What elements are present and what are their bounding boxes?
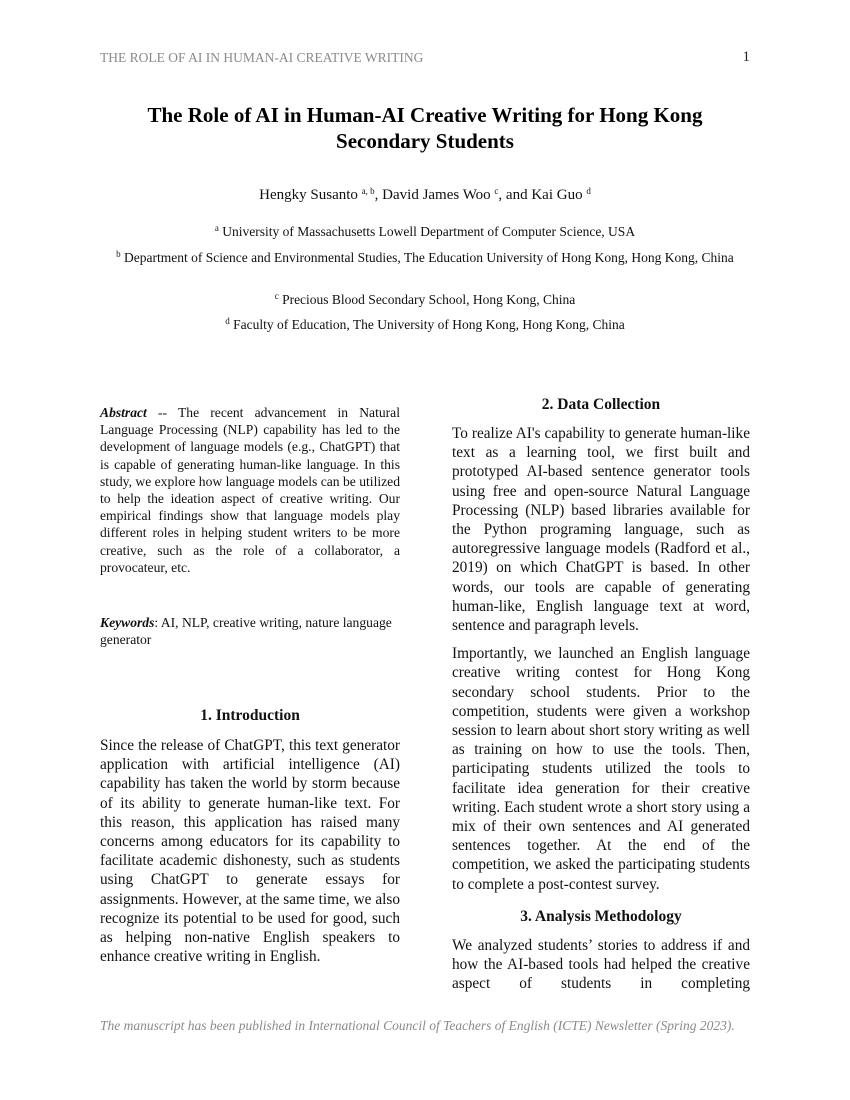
keywords-label: Keywords bbox=[100, 615, 155, 630]
affiliation-mark: c bbox=[274, 291, 279, 301]
affiliation bbox=[100, 223, 750, 240]
affiliation-text: Faculty of Education, The University of Hong Kong, Hong Kong, China bbox=[233, 317, 625, 332]
title-line-2: Secondary Students bbox=[336, 129, 514, 153]
affiliation-mark: d bbox=[225, 316, 230, 326]
affiliation-mark: a bbox=[214, 223, 219, 233]
affiliation bbox=[100, 316, 750, 333]
author-affiliation-mark: c bbox=[494, 186, 499, 196]
abstract bbox=[100, 404, 400, 576]
section-analysis-methodology-body bbox=[452, 936, 750, 994]
paragraph: To realize AI's capability to generate human-like text as a learning tool, we first built and prototyped AI-based sentence generator tools using free and open-source Natural Language Processing (NLP) based libraries available for the Python programing language, such as autoregressive language models (Radford et al., 2019) on which ChatGPT is based. In other words, our tools are capable of generating human-like, English language text at word, sentence and paragraph levels. bbox=[452, 425, 750, 635]
paragraph: Importantly, we launched an English language creative writing contest for Hong Kong secondary school students. Prior to the competition, students were given a workshop session to learn about short story writing as well as training on how to use the tools. Then, participating students utilized the tools to facilitate idea generation for their creative writing. Each student wrote a short story using a mix of their own sentences and AI generated sentences together. At the end of the competition, we asked the participating students to complete a post-contest survey. bbox=[452, 645, 750, 893]
author-affiliation-mark: a, b bbox=[361, 186, 375, 196]
abstract-label: Abstract bbox=[100, 405, 147, 420]
author-separator: , and bbox=[498, 187, 532, 203]
paper-title bbox=[100, 102, 750, 154]
title-line-1: The Role of AI in Human-AI Creative Writing for Hong Kong bbox=[147, 103, 703, 127]
running-head: THE ROLE OF AI IN HUMAN-AI CREATIVE WRITING bbox=[100, 50, 424, 65]
abstract-text: -- The recent advancement in Natural Language Processing (NLP) capability has led to the development of language models (e.g., ChatGPT) that is capable of generating human-like language. In this study, we explore how language models can be utilized to help the ideation aspect of creative writing. Our empirical findings show that language models play different roles in helping student writers to be more creative, such as the role of a collaborator, a provocateur, etc. bbox=[100, 405, 400, 575]
author-name: David James Woo bbox=[382, 187, 491, 203]
author-name: Kai Guo bbox=[531, 187, 583, 203]
page-number: 1 bbox=[742, 49, 750, 65]
author-list bbox=[100, 187, 750, 204]
affiliation bbox=[100, 291, 750, 308]
section-introduction-body bbox=[100, 736, 400, 966]
section-heading-data-collection: 2. Data Collection bbox=[541, 396, 661, 413]
affiliation bbox=[100, 249, 750, 266]
section-data-collection-body bbox=[452, 424, 750, 894]
affiliation-mark: b bbox=[116, 249, 121, 259]
keywords-text: : AI, NLP, creative writing, nature language generator bbox=[100, 615, 392, 648]
author-separator: , bbox=[374, 187, 383, 203]
affiliation-text: University of Massachusetts Lowell Department of Computer Science, USA bbox=[222, 224, 636, 239]
author-affiliation-mark: d bbox=[586, 186, 591, 196]
keywords bbox=[100, 614, 400, 648]
section-heading-introduction: 1. Introduction bbox=[200, 707, 300, 724]
paragraph: Since the release of ChatGPT, this text generator application with artificial intelligence (AI) capability has taken the world by storm because of its ability to generate human-like text. For this reason, this application has raised many concerns among educators for its capability to facilitate academic dishonesty, such as students using ChatGPT to generate essays for assignments. However, at the same time, we also recognize its potential to be used for good, such as helping non-native English speakers to enhance creative writing in English. bbox=[100, 737, 400, 966]
affiliation-text: Department of Science and Environmental Studies, The Education University of Hong Kong, Hong Kong, China bbox=[124, 250, 734, 265]
author-name: Hengky Susanto bbox=[259, 187, 358, 203]
section-heading-analysis-methodology: 3. Analysis Methodology bbox=[520, 908, 682, 925]
affiliation-text: Precious Blood Secondary School, Hong Kong, China bbox=[282, 292, 576, 307]
publication-footnote: The manuscript has been published in International Council of Teachers of English (ICTE) Newsletter (Spring 2023). bbox=[100, 1018, 735, 1033]
paragraph: We analyzed students’ stories to address if and how the AI-based tools had helped the creative aspect of students in completing bbox=[452, 937, 750, 993]
